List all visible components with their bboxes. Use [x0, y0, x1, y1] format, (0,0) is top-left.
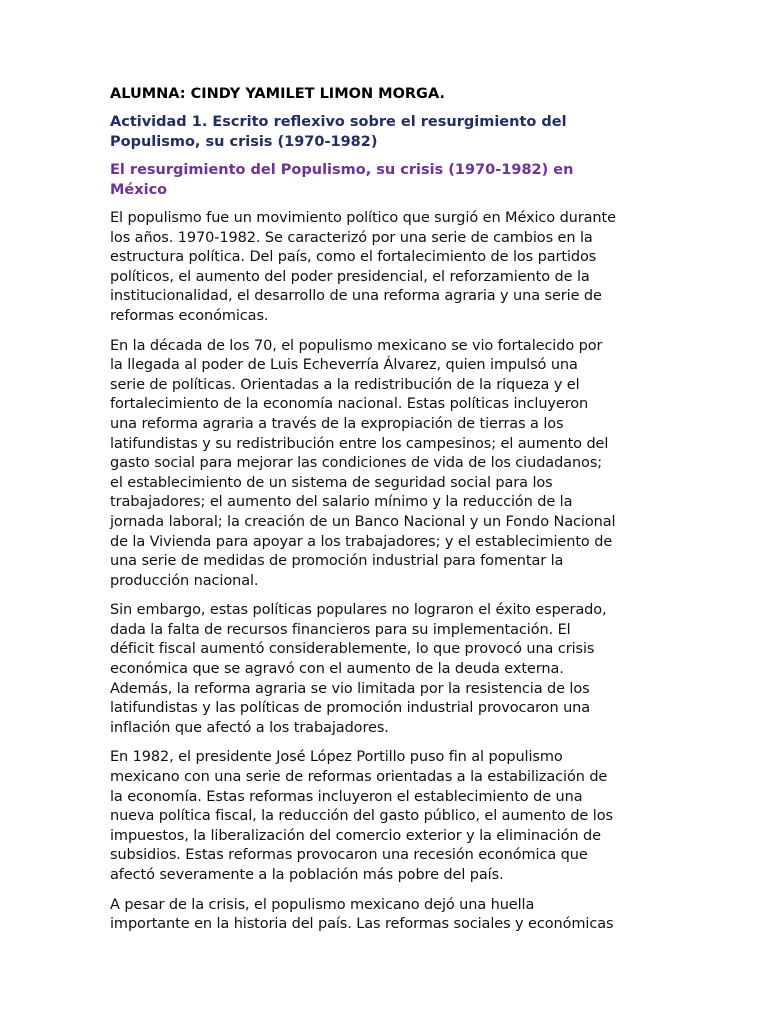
body-paragraph-5: A pesar de la crisis, el populismo mexicano dejó una huella importante en la historia del país. Las reformas sociales y económicas [110, 896, 614, 933]
student-name-line: ALUMNA: CINDY YAMILET LIMON MORGA. [110, 86, 445, 102]
activity-title: Actividad 1. Escrito reflexivo sobre el resurgimiento del Populismo, su crisis (1970-1982) [110, 114, 567, 150]
document-page [110, 84, 658, 945]
essay-subtitle: El resurgimiento del Populismo, su crisis (1970-1982) en México [110, 162, 574, 198]
body-paragraph-2: En la década de los 70, el populismo mexicano se vio fortalecido por la llegada al poder de Luis Echeverría Álvarez, quien impulsó una serie de políticas. Orientadas a la redistribución de la riqueza y el fortalecimiento de la economía nacional. Estas políticas incluyeron una reforma agraria a través de la expropiación de tierras a los latifundistas y su redistribución entre los campesinos; el aumento del gasto social para mejorar las condiciones de vida de los ciudadanos; el establecimiento de un sistema de seguridad social para los trabajadores; el aumento del salario mínimo y la reducción de la jornada laboral; la creación de un Banco Nacional y un Fondo Nacional de la Vivienda para apoyar a los trabajadores; y el establecimiento de una serie de medidas de promoción industrial para fomentar la producción nacional. [110, 337, 616, 589]
body-paragraph-1: El populismo fue un movimiento político que surgió en México durante los años. 1970-1982. Se caracterizó por una serie de cambios en la estructura política. Del país, como el fortalecimiento de los partidos políticos, el aumento del poder presidencial, el reforzamiento de la institucionalidad, el desarrollo de una reforma agraria y una serie de reformas económicas. [110, 210, 616, 324]
body-paragraph-4: En 1982, el presidente José López Portillo puso fin al populismo mexicano con una serie de reformas orientadas a la estabilización de la economía. Estas reformas incluyeron el establecimiento de una nueva política fiscal, la reducción del gasto público, el aumento de los impuestos, la liberalización del comercio exterior y la eliminación de subsidios. Estas reformas provocaron una recesión económica que afectó severamente a la población más pobre del país. [110, 749, 613, 883]
body-paragraph-3: Sin embargo, estas políticas populares no lograron el éxito esperado, dada la falta de recursos financieros para su implementación. El déficit fiscal aumentó considerablemente, lo que provocó una crisis económica que se agravó con el aumento de la deuda externa. Además, la reforma agraria se vio limitada por la resistencia de los latifundistas y las políticas de promoción industrial provocaron una inflación que afectó a los trabajadores. [110, 602, 607, 736]
